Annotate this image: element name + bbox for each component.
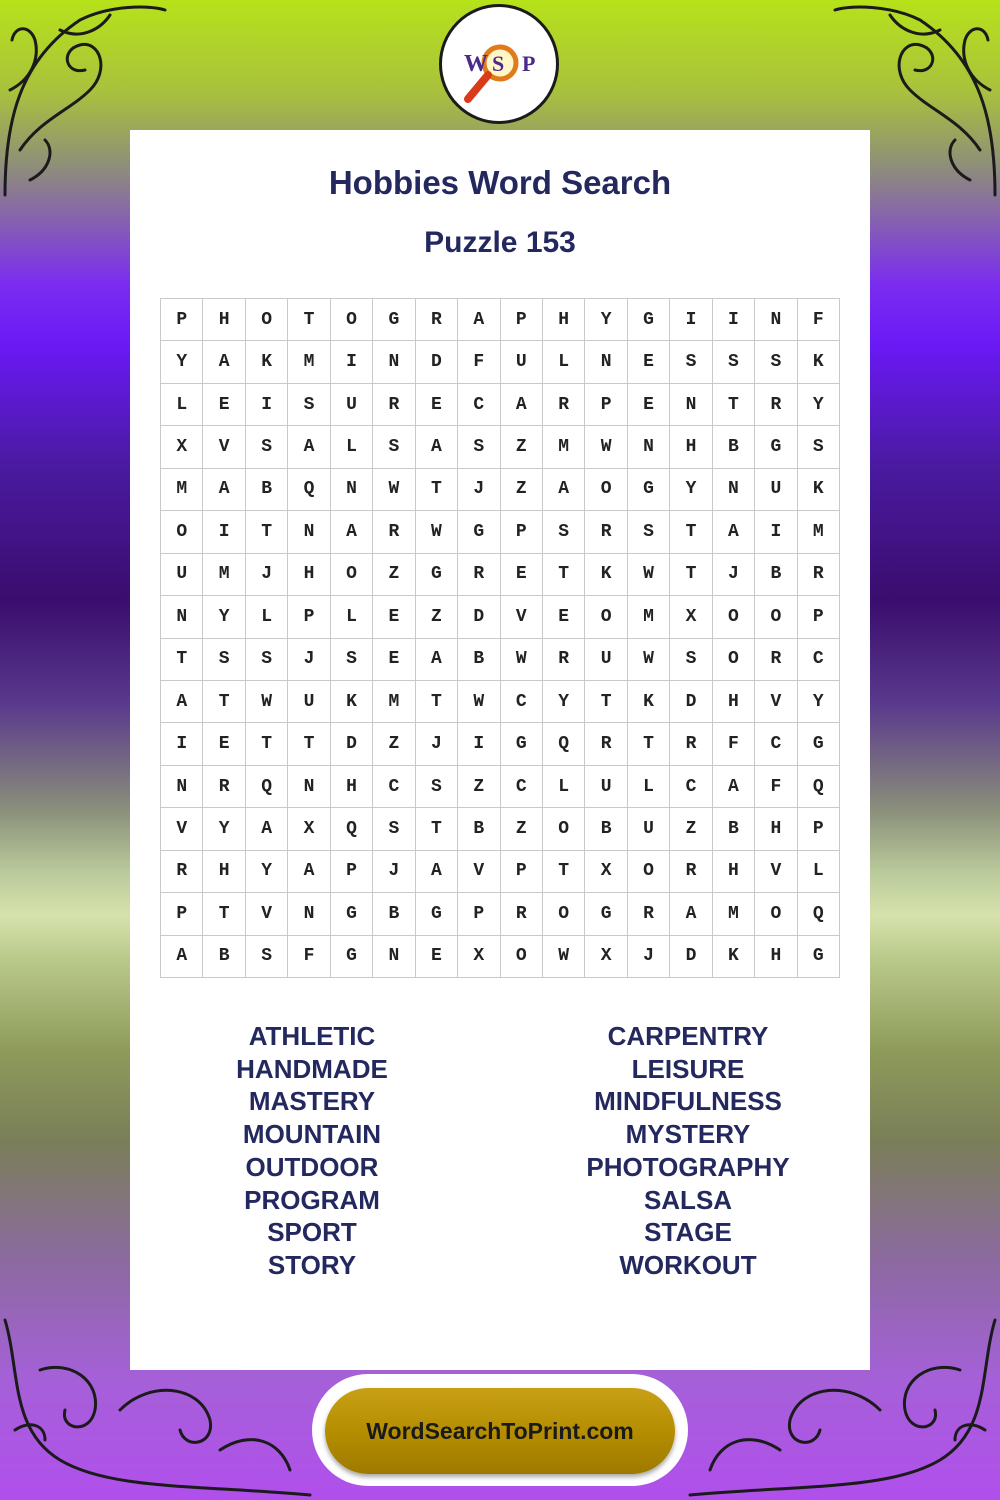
grid-cell[interactable]: T (628, 723, 670, 765)
grid-cell[interactable]: H (713, 681, 755, 723)
grid-cell[interactable]: P (501, 299, 543, 341)
grid-cell[interactable]: S (203, 639, 245, 681)
grid-cell[interactable]: A (161, 681, 203, 723)
grid-cell[interactable]: N (628, 426, 670, 468)
grid-cell[interactable]: W (373, 469, 415, 511)
grid-cell[interactable]: S (246, 426, 288, 468)
grid-cell[interactable]: R (798, 554, 840, 596)
grid-cell[interactable]: R (585, 723, 627, 765)
grid-cell[interactable]: O (755, 893, 797, 935)
grid-cell[interactable]: A (161, 936, 203, 978)
grid-cell[interactable]: G (331, 893, 373, 935)
grid-cell[interactable]: R (755, 639, 797, 681)
grid-cell[interactable]: L (543, 341, 585, 383)
grid-cell[interactable]: Q (331, 808, 373, 850)
grid-cell[interactable]: S (331, 639, 373, 681)
grid-cell[interactable]: J (373, 851, 415, 893)
grid-cell[interactable]: U (501, 341, 543, 383)
grid-cell[interactable]: W (628, 554, 670, 596)
grid-cell[interactable]: R (373, 384, 415, 426)
grid-cell[interactable]: C (373, 766, 415, 808)
grid-cell[interactable]: U (288, 681, 330, 723)
grid-cell[interactable]: S (246, 936, 288, 978)
grid-cell[interactable]: N (373, 936, 415, 978)
grid-cell[interactable]: Y (543, 681, 585, 723)
grid-cell[interactable]: S (798, 426, 840, 468)
grid-cell[interactable]: A (501, 384, 543, 426)
grid-cell[interactable]: H (543, 299, 585, 341)
wsp-logo (439, 4, 559, 124)
grid-cell[interactable]: L (161, 384, 203, 426)
grid-cell[interactable]: M (543, 426, 585, 468)
grid-cell[interactable]: J (628, 936, 670, 978)
grid-cell[interactable]: Y (585, 299, 627, 341)
grid-cell[interactable]: N (161, 596, 203, 638)
page-title: Hobbies Word Search (328, 164, 672, 201)
grid-cell[interactable]: F (755, 766, 797, 808)
grid-cell[interactable]: G (755, 426, 797, 468)
word-list-right (538, 1020, 838, 1282)
grid-cell[interactable]: V (246, 893, 288, 935)
grid-cell[interactable]: N (670, 384, 712, 426)
grid-cell[interactable]: X (458, 936, 500, 978)
grid-cell[interactable]: I (755, 511, 797, 553)
grid-cell[interactable]: N (161, 766, 203, 808)
grid-cell[interactable]: Q (288, 469, 330, 511)
grid-cell[interactable]: M (713, 893, 755, 935)
grid-cell[interactable]: B (755, 554, 797, 596)
grid-cell[interactable]: R (670, 851, 712, 893)
grid-cell[interactable]: A (246, 808, 288, 850)
grid-cell[interactable]: I (670, 299, 712, 341)
word-list-item: HANDMADE (236, 1053, 388, 1084)
grid-cell[interactable]: C (501, 681, 543, 723)
word-list-item: STORY (267, 1249, 357, 1280)
grid-cell[interactable]: M (161, 469, 203, 511)
grid-cell[interactable]: P (798, 808, 840, 850)
grid-cell[interactable]: K (331, 681, 373, 723)
grid-cell[interactable]: S (713, 341, 755, 383)
word-list-item: MINDFULNESS (594, 1086, 782, 1117)
grid-cell[interactable]: X (585, 936, 627, 978)
grid-cell[interactable]: G (585, 893, 627, 935)
word-list-item: SPORT (267, 1217, 357, 1248)
grid-cell[interactable]: Z (501, 469, 543, 511)
grid-cell[interactable]: K (585, 554, 627, 596)
grid-cell[interactable]: M (798, 511, 840, 553)
grid-cell[interactable]: Q (798, 893, 840, 935)
grid-cell[interactable]: S (670, 341, 712, 383)
word-list-left (162, 1020, 462, 1282)
grid-cell[interactable]: I (331, 341, 373, 383)
grid-cell[interactable]: U (628, 808, 670, 850)
grid-cell[interactable]: L (543, 766, 585, 808)
grid-cell[interactable]: G (373, 299, 415, 341)
grid-cell[interactable]: Y (670, 469, 712, 511)
grid-cell[interactable]: P (798, 596, 840, 638)
grid-cell[interactable]: A (288, 851, 330, 893)
grid-cell[interactable]: L (331, 596, 373, 638)
grid-cell[interactable]: D (416, 341, 458, 383)
ornament-bottom-left-icon (0, 1310, 320, 1500)
grid-cell[interactable]: V (458, 851, 500, 893)
grid-cell[interactable]: T (713, 384, 755, 426)
grid-cell[interactable]: S (755, 341, 797, 383)
word-list-item: ATHLETIC (248, 1021, 376, 1051)
grid-cell[interactable]: I (161, 723, 203, 765)
grid-cell[interactable]: O (543, 808, 585, 850)
grid-cell[interactable]: P (585, 384, 627, 426)
grid-cell[interactable]: C (670, 766, 712, 808)
grid-cell[interactable]: K (713, 936, 755, 978)
grid-cell[interactable]: A (416, 851, 458, 893)
grid-cell[interactable]: L (628, 766, 670, 808)
grid-cell[interactable]: G (416, 893, 458, 935)
logo-letter-w: W (464, 51, 488, 77)
grid-cell[interactable]: B (458, 639, 500, 681)
grid-cell[interactable]: B (203, 936, 245, 978)
grid-cell[interactable]: T (670, 511, 712, 553)
grid-cell[interactable]: H (331, 766, 373, 808)
grid-cell[interactable]: O (501, 936, 543, 978)
grid-cell[interactable]: B (585, 808, 627, 850)
grid-cell[interactable]: Y (161, 341, 203, 383)
grid-cell[interactable]: V (755, 851, 797, 893)
grid-cell[interactable]: P (288, 596, 330, 638)
grid-cell[interactable]: U (585, 639, 627, 681)
grid-cell[interactable]: T (543, 851, 585, 893)
grid-cell[interactable]: U (161, 554, 203, 596)
grid-cell[interactable]: M (288, 341, 330, 383)
grid-cell[interactable]: S (458, 426, 500, 468)
grid-cell[interactable]: C (458, 384, 500, 426)
grid-cell[interactable]: M (203, 554, 245, 596)
grid-cell[interactable]: Z (458, 766, 500, 808)
grid-cell[interactable]: Z (416, 596, 458, 638)
grid-cell[interactable]: D (331, 723, 373, 765)
grid-cell[interactable]: R (755, 384, 797, 426)
grid-cell[interactable]: R (458, 554, 500, 596)
grid-cell[interactable]: S (373, 426, 415, 468)
grid-cell[interactable]: V (161, 808, 203, 850)
grid-cell[interactable]: P (161, 893, 203, 935)
grid-cell[interactable]: I (246, 384, 288, 426)
grid-cell[interactable]: U (331, 384, 373, 426)
grid-cell[interactable]: F (288, 936, 330, 978)
grid-cell[interactable]: X (161, 426, 203, 468)
grid-cell[interactable]: S (628, 511, 670, 553)
grid-cell[interactable]: Y (246, 851, 288, 893)
grid-cell[interactable]: O (628, 851, 670, 893)
grid-cell[interactable]: G (331, 936, 373, 978)
word-list-item: LEISURE (631, 1053, 745, 1084)
grid-cell[interactable]: Y (203, 596, 245, 638)
grid-cell[interactable]: T (246, 511, 288, 553)
grid-cell[interactable]: W (543, 936, 585, 978)
grid-cell[interactable]: O (246, 299, 288, 341)
grid-cell[interactable]: B (458, 808, 500, 850)
grid-cell[interactable]: T (246, 723, 288, 765)
grid-cell[interactable]: K (798, 469, 840, 511)
word-list-item: MOUNTAIN (242, 1119, 382, 1150)
grid-cell[interactable]: X (585, 851, 627, 893)
grid-cell[interactable]: A (458, 299, 500, 341)
logo-letter-s: S (492, 51, 505, 76)
grid-cell[interactable]: B (246, 469, 288, 511)
puzzle-number: Puzzle 153 (424, 226, 576, 259)
grid-cell[interactable]: R (543, 384, 585, 426)
word-list-item: STAGE (644, 1217, 732, 1248)
grid-cell[interactable]: V (755, 681, 797, 723)
grid-cell[interactable]: R (373, 511, 415, 553)
grid-cell[interactable]: R (670, 723, 712, 765)
grid-cell[interactable]: E (543, 596, 585, 638)
grid-cell[interactable]: S (373, 808, 415, 850)
grid-cell[interactable]: X (288, 808, 330, 850)
grid-cell[interactable]: L (246, 596, 288, 638)
grid-cell[interactable]: U (585, 766, 627, 808)
grid-cell[interactable]: G (628, 299, 670, 341)
grid-cell[interactable]: A (543, 469, 585, 511)
grid-cell[interactable]: Z (373, 723, 415, 765)
ornament-top-right-icon (830, 0, 1000, 200)
grid-cell[interactable]: B (713, 808, 755, 850)
grid-cell[interactable]: N (713, 469, 755, 511)
grid-cell[interactable]: Z (373, 554, 415, 596)
grid-cell[interactable]: H (670, 426, 712, 468)
grid-cell[interactable]: B (373, 893, 415, 935)
grid-cell[interactable]: N (755, 299, 797, 341)
grid-cell[interactable]: G (501, 723, 543, 765)
grid-cell[interactable]: T (203, 681, 245, 723)
grid-cell[interactable]: G (416, 554, 458, 596)
grid-cell[interactable]: I (458, 723, 500, 765)
grid-cell[interactable]: E (628, 341, 670, 383)
website-link-button[interactable]: WordSearchToPrint.com (325, 1388, 675, 1474)
grid-cell[interactable]: E (203, 384, 245, 426)
grid-cell[interactable]: L (331, 426, 373, 468)
grid-cell[interactable]: O (755, 596, 797, 638)
grid-cell[interactable]: L (798, 851, 840, 893)
grid-cell[interactable]: Y (798, 681, 840, 723)
grid-cell[interactable]: H (713, 851, 755, 893)
grid-cell[interactable]: T (288, 723, 330, 765)
grid-cell[interactable]: H (755, 808, 797, 850)
grid-cell[interactable]: T (203, 893, 245, 935)
grid-cell[interactable]: R (543, 639, 585, 681)
grid-cell[interactable]: R (203, 766, 245, 808)
grid-cell[interactable]: E (416, 384, 458, 426)
grid-cell[interactable]: T (585, 681, 627, 723)
grid-cell[interactable]: G (628, 469, 670, 511)
grid-cell[interactable]: T (670, 554, 712, 596)
word-list-item: PHOTOGRAPHY (586, 1151, 790, 1182)
grid-cell[interactable]: Z (670, 808, 712, 850)
grid-cell[interactable]: C (798, 639, 840, 681)
grid-cell[interactable]: O (543, 893, 585, 935)
grid-cell[interactable]: H (203, 299, 245, 341)
grid-cell[interactable]: E (628, 384, 670, 426)
grid-cell[interactable]: A (288, 426, 330, 468)
grid-cell[interactable]: M (373, 681, 415, 723)
grid-cell[interactable]: O (161, 511, 203, 553)
grid-cell[interactable]: J (458, 469, 500, 511)
grid-cell[interactable]: H (288, 554, 330, 596)
grid-cell[interactable]: G (798, 723, 840, 765)
grid-cell[interactable]: W (628, 639, 670, 681)
grid-cell[interactable]: P (501, 511, 543, 553)
grid-cell[interactable]: N (288, 766, 330, 808)
grid-cell[interactable]: Z (501, 426, 543, 468)
grid-cell[interactable]: J (246, 554, 288, 596)
grid-cell[interactable]: F (713, 723, 755, 765)
grid-cell[interactable]: W (501, 639, 543, 681)
grid-cell[interactable]: T (288, 299, 330, 341)
grid-cell[interactable]: R (628, 893, 670, 935)
grid-cell[interactable]: A (331, 511, 373, 553)
grid-cell[interactable]: G (798, 936, 840, 978)
grid-cell[interactable]: Q (246, 766, 288, 808)
grid-cell[interactable]: Q (543, 723, 585, 765)
word-list-item: MYSTERY (625, 1119, 751, 1150)
grid-cell[interactable]: A (416, 639, 458, 681)
grid-cell[interactable]: K (628, 681, 670, 723)
logo-letter-p: P (522, 51, 536, 76)
ornament-top-left-icon (0, 0, 170, 200)
grid-cell[interactable]: N (288, 511, 330, 553)
grid-cell[interactable]: E (373, 596, 415, 638)
grid-cell[interactable]: G (458, 511, 500, 553)
grid-cell[interactable]: T (416, 681, 458, 723)
grid-cell[interactable]: X (670, 596, 712, 638)
grid-cell[interactable]: P (331, 851, 373, 893)
grid-cell[interactable]: W (246, 681, 288, 723)
grid-cell[interactable]: Z (501, 808, 543, 850)
grid-cell[interactable]: S (543, 511, 585, 553)
grid-cell[interactable]: S (288, 384, 330, 426)
grid-cell[interactable]: A (670, 893, 712, 935)
grid-cell[interactable]: N (373, 341, 415, 383)
grid-cell[interactable]: R (416, 299, 458, 341)
grid-cell[interactable]: A (713, 511, 755, 553)
grid-cell[interactable]: A (713, 766, 755, 808)
word-list-item: WORKOUT (619, 1249, 757, 1280)
grid-cell[interactable]: A (203, 469, 245, 511)
grid-cell[interactable]: I (203, 511, 245, 553)
grid-cell[interactable]: N (331, 469, 373, 511)
grid-cell[interactable]: I (713, 299, 755, 341)
grid-cell[interactable]: E (373, 639, 415, 681)
grid-cell[interactable]: O (713, 639, 755, 681)
grid-cell[interactable]: P (161, 299, 203, 341)
grid-cell[interactable]: S (246, 639, 288, 681)
grid-cell[interactable]: V (501, 596, 543, 638)
grid-cell[interactable]: W (416, 511, 458, 553)
grid-cell[interactable]: S (670, 639, 712, 681)
letter-grid (160, 298, 840, 978)
grid-cell[interactable]: F (798, 299, 840, 341)
word-list-item: SALSA (643, 1184, 733, 1215)
grid-cell[interactable]: T (416, 469, 458, 511)
grid-cell[interactable]: N (288, 893, 330, 935)
grid-cell[interactable]: H (755, 936, 797, 978)
grid-cell[interactable]: C (501, 766, 543, 808)
grid-cell[interactable]: R (501, 893, 543, 935)
grid-cell[interactable]: H (203, 851, 245, 893)
word-list-item: OUTDOOR (245, 1151, 379, 1182)
grid-cell[interactable]: E (203, 723, 245, 765)
word-list-item: PROGRAM (244, 1184, 380, 1215)
grid-cell[interactable]: N (585, 341, 627, 383)
grid-cell[interactable]: W (585, 426, 627, 468)
grid-cell[interactable]: D (670, 936, 712, 978)
grid-cell[interactable]: T (543, 554, 585, 596)
grid-cell[interactable]: W (458, 681, 500, 723)
grid-cell[interactable]: A (203, 341, 245, 383)
grid-cell[interactable]: T (161, 639, 203, 681)
grid-cell[interactable]: D (458, 596, 500, 638)
word-list-item: MASTERY (248, 1086, 376, 1117)
grid-cell[interactable]: Y (798, 384, 840, 426)
grid-cell[interactable]: O (585, 469, 627, 511)
grid-cell[interactable]: R (585, 511, 627, 553)
word-list-item: CARPENTRY (607, 1021, 769, 1051)
grid-cell[interactable]: Y (203, 808, 245, 850)
grid-cell[interactable]: F (458, 341, 500, 383)
grid-cell[interactable]: S (416, 766, 458, 808)
grid-cell[interactable]: R (161, 851, 203, 893)
grid-cell[interactable]: J (713, 554, 755, 596)
grid-cell[interactable]: A (416, 426, 458, 468)
grid-cell[interactable]: K (246, 341, 288, 383)
grid-cell[interactable]: U (755, 469, 797, 511)
grid-cell[interactable]: M (628, 596, 670, 638)
grid-cell[interactable]: P (501, 851, 543, 893)
grid-cell[interactable]: C (755, 723, 797, 765)
grid-cell[interactable]: E (501, 554, 543, 596)
grid-cell[interactable]: K (798, 341, 840, 383)
grid-cell[interactable]: T (416, 808, 458, 850)
grid-cell[interactable]: E (416, 936, 458, 978)
grid-cell[interactable]: O (585, 596, 627, 638)
grid-cell[interactable]: Q (798, 766, 840, 808)
grid-cell[interactable]: J (288, 639, 330, 681)
ornament-bottom-right-icon (680, 1310, 1000, 1500)
grid-cell[interactable]: O (331, 554, 373, 596)
grid-cell[interactable]: P (458, 893, 500, 935)
grid-cell[interactable]: J (416, 723, 458, 765)
grid-cell[interactable]: O (331, 299, 373, 341)
grid-cell[interactable]: O (713, 596, 755, 638)
grid-cell[interactable]: B (713, 426, 755, 468)
grid-cell[interactable]: D (670, 681, 712, 723)
grid-cell[interactable]: V (203, 426, 245, 468)
